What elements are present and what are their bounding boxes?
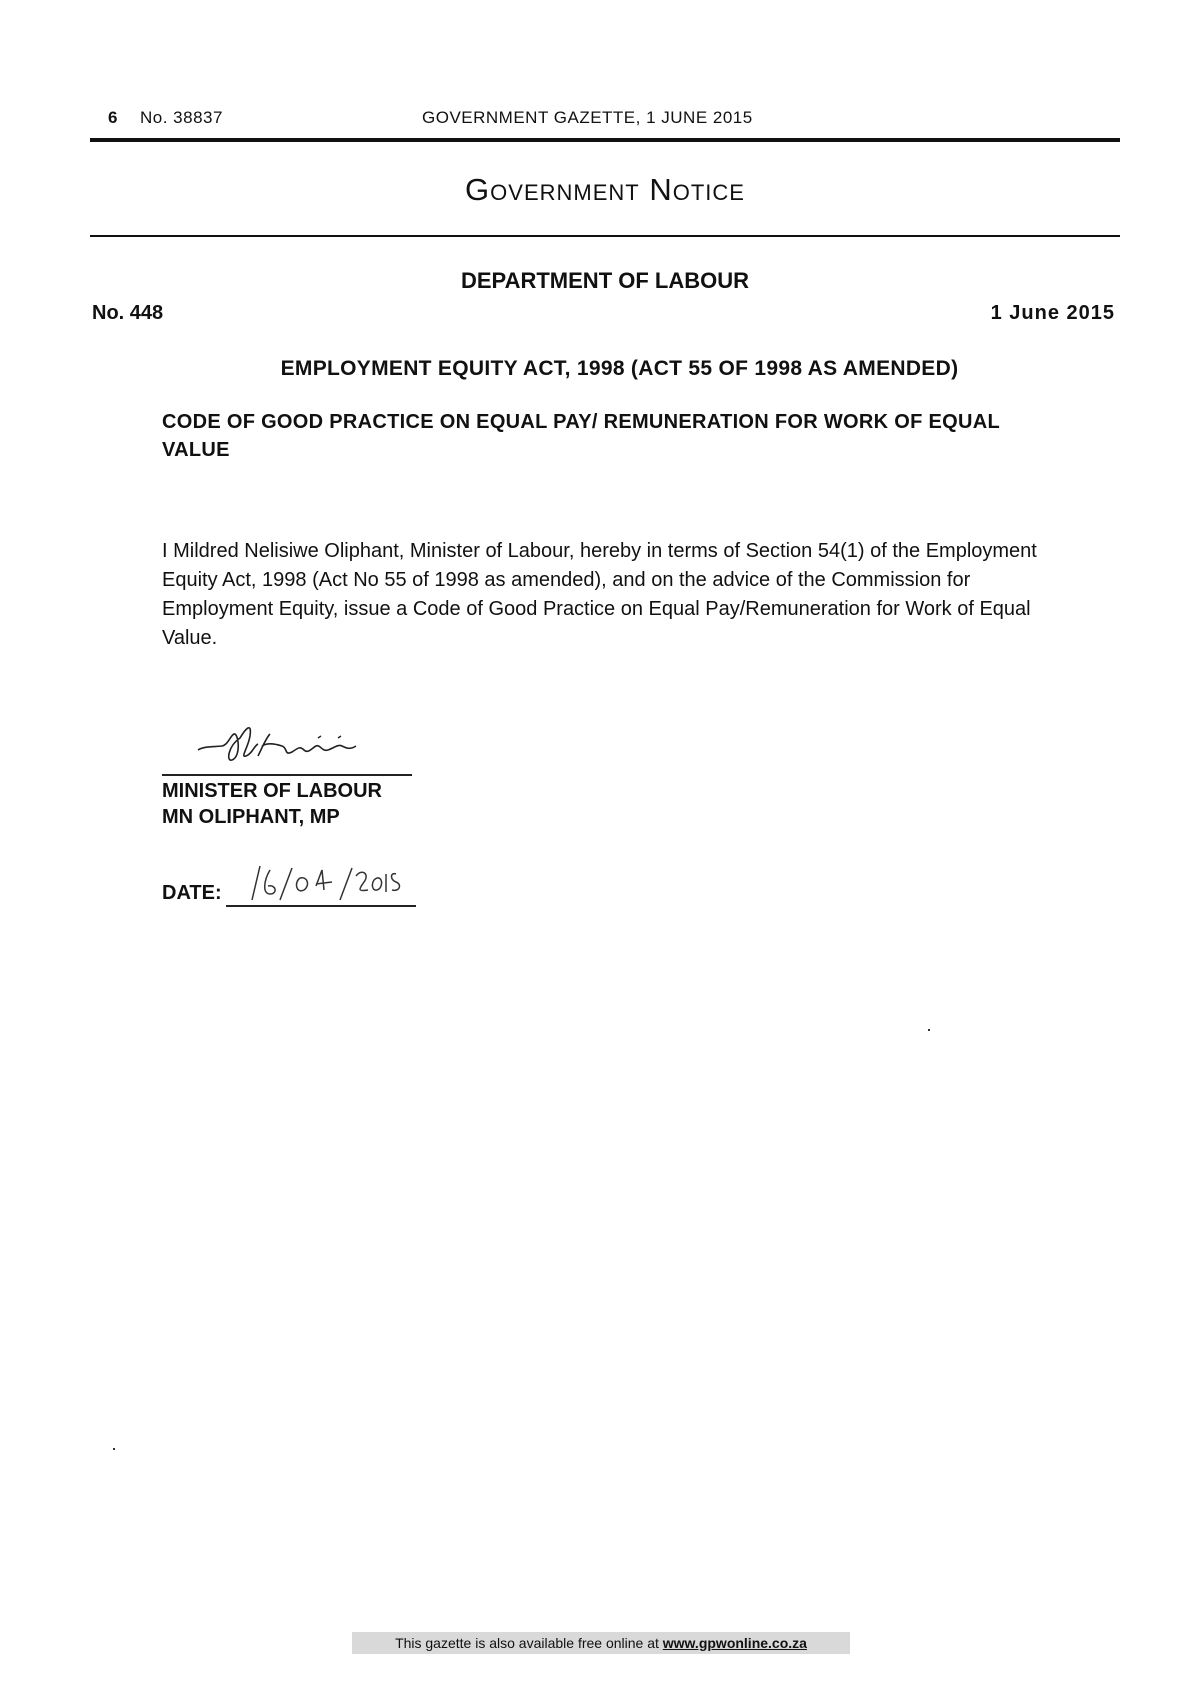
- running-header: [90, 108, 1120, 132]
- heading-rule: [90, 235, 1120, 237]
- department-heading: DEPARTMENT OF LABOUR: [460, 268, 750, 293]
- notice-number: No. 448: [92, 302, 164, 324]
- footer-banner: [352, 1632, 850, 1654]
- issue-number: No. 38837: [140, 108, 223, 127]
- signature-line: [162, 774, 412, 776]
- scan-speck: [928, 1029, 930, 1031]
- notice-body: I Mildred Nelisiwe Oliphant, Minister of Labour, hereby in terms of Section 54(1) of the Employment Equity Act, 1998 (Act No 55 of 1998 as amended), and on the advice of the Commission for Employment Equity, issue a Code of Good Practice on Equal Pay/Remuneration for Work of Equal Value.: [162, 540, 1037, 649]
- page-number: 6: [108, 108, 118, 127]
- footer-link[interactable]: www.gpwonline.co.za: [662, 1635, 807, 1651]
- minister-signature: [192, 716, 392, 774]
- signatory-title: MINISTER OF LABOUR: [162, 780, 382, 802]
- notice-date: 1 June 2015: [990, 302, 1115, 324]
- gazette-title: GOVERNMENT GAZETTE, 1 JUNE 2015: [422, 108, 753, 127]
- signatory-name: MN OLIPHANT, MP: [162, 806, 340, 828]
- scan-speck: [113, 1448, 115, 1450]
- act-title: EMPLOYMENT EQUITY ACT, 1998 (ACT 55 OF 1998 AS AMENDED): [280, 357, 959, 380]
- code-title: CODE OF GOOD PRACTICE ON EQUAL PAY/ REMUNERATION FOR WORK OF EQUAL VALUE: [162, 411, 1000, 461]
- footer-text: This gazette is also available free online at: [395, 1635, 663, 1651]
- date-label: DATE:: [162, 882, 222, 904]
- date-line: [226, 905, 416, 907]
- header-rule: [90, 138, 1120, 142]
- notice-heading: Government Notice: [465, 172, 745, 207]
- handwritten-date: [246, 860, 416, 906]
